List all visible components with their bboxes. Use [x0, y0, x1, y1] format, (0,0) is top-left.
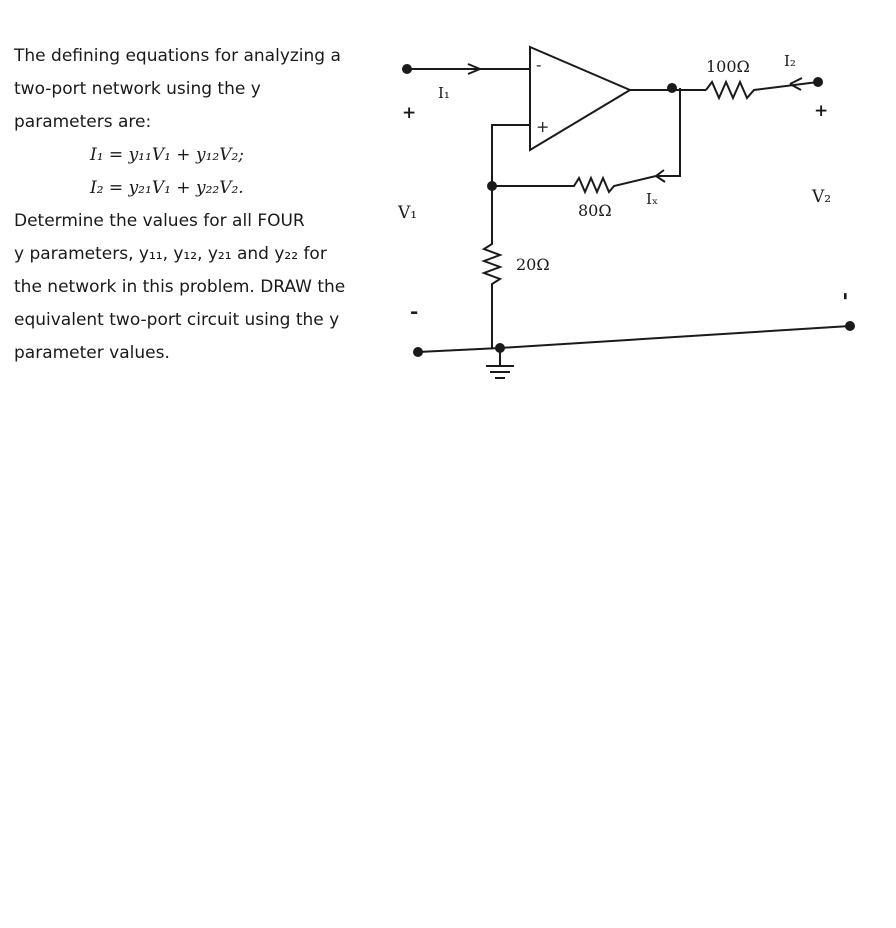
v1-minus: - [410, 299, 419, 323]
problem-line: parameters are: [14, 112, 152, 132]
problem-line: The defining equations for analyzing a [14, 46, 341, 66]
problem-line: Determine the values for all FOUR [14, 211, 305, 231]
equation-i2: I₂ = y₂₁V₁ + y₂₂V₂. [90, 178, 244, 198]
resistor-80 [492, 176, 656, 192]
resistor-80-label: 80Ω [578, 201, 612, 220]
opamp-plus-label: + [536, 117, 550, 136]
output-terminal-top [813, 77, 823, 87]
i1-label: I₁ [438, 84, 450, 102]
input-terminal-bottom [413, 347, 423, 357]
problem-line: two-port network using the y [14, 79, 261, 99]
problem-line: equivalent two-port circuit using the y [14, 310, 340, 330]
problem-line: y parameters, y₁₁, y₁₂, y₂₁ and y₂₂ for [14, 244, 327, 264]
ground-rail [418, 326, 850, 352]
resistor-20 [484, 186, 500, 348]
v2-plus: + [814, 101, 829, 121]
problem-line: parameter values. [14, 343, 170, 363]
v2-minus: - [835, 292, 859, 301]
v1-plus: + [402, 103, 417, 123]
input-terminal-top [402, 64, 412, 74]
output-terminal-bottom [845, 321, 855, 331]
ix-label: Iₓ [646, 190, 659, 208]
resistor-100 [706, 82, 818, 98]
problem-line: the network in this problem. DRAW the [14, 277, 346, 297]
resistor-20-label: 20Ω [516, 255, 550, 274]
noninverting-wire [492, 125, 530, 186]
i2-label: I₂ [784, 52, 796, 70]
equation-i1: I₁ = y₁₁V₁ + y₁₂V₂; [90, 145, 245, 165]
opamp-minus-label: - [536, 55, 542, 74]
ground-icon [486, 348, 514, 378]
resistor-100-label: 100Ω [706, 57, 750, 76]
output-node [667, 83, 677, 93]
feedback-wire [656, 88, 680, 176]
v2-label: V₂ [812, 187, 832, 207]
v1-label: V₁ [398, 203, 418, 223]
